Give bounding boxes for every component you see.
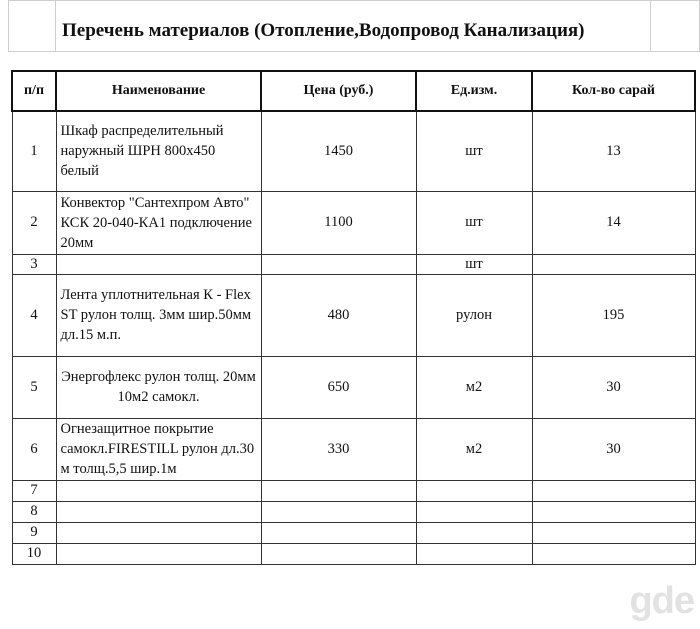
row-unit: шт	[416, 111, 532, 191]
row-name	[56, 501, 261, 522]
row-num: 2	[12, 191, 56, 254]
row-qty: 14	[532, 191, 695, 254]
materials-table	[11, 70, 696, 565]
title-grid-cell	[9, 1, 56, 52]
row-qty: 195	[532, 274, 695, 356]
row-price	[261, 522, 416, 543]
table-row	[12, 522, 695, 543]
row-unit: шт	[416, 254, 532, 274]
column-header-num: п/п	[12, 71, 56, 111]
row-num: 8	[12, 501, 56, 522]
row-name: Огнезащитное покрытие самокл.FIRESTILL рулон дл.30 м толщ.5,5 шир.1м	[56, 418, 261, 480]
row-num: 4	[12, 274, 56, 356]
row-unit: рулон	[416, 274, 532, 356]
table-row	[12, 274, 695, 356]
row-price	[261, 543, 416, 564]
row-qty: 13	[532, 111, 695, 191]
column-header-price: Цена (руб.)	[261, 71, 416, 111]
row-name	[56, 522, 261, 543]
row-unit	[416, 480, 532, 501]
table-row	[12, 191, 695, 254]
row-num: 1	[12, 111, 56, 191]
table-header-row	[12, 71, 695, 111]
row-price	[261, 501, 416, 522]
title-grid-cell	[651, 1, 700, 52]
row-unit: м2	[416, 418, 532, 480]
row-unit	[416, 522, 532, 543]
row-qty	[532, 501, 695, 522]
row-unit	[416, 543, 532, 564]
row-price: 1100	[261, 191, 416, 254]
row-unit	[416, 501, 532, 522]
row-name	[56, 543, 261, 564]
row-name: Шкаф распределительный наружный ШРН 800х450 белый	[56, 111, 261, 191]
row-name	[56, 480, 261, 501]
column-header-name: Наименование	[56, 71, 261, 111]
row-qty	[532, 254, 695, 274]
row-qty: 30	[532, 418, 695, 480]
row-price: 650	[261, 356, 416, 418]
page-title: Перечень материалов (Отопление,Водопровод Канализация)	[62, 20, 585, 41]
row-num: 5	[12, 356, 56, 418]
row-price: 330	[261, 418, 416, 480]
table-row	[12, 480, 695, 501]
row-unit: шт	[416, 191, 532, 254]
row-qty	[532, 543, 695, 564]
row-qty	[532, 522, 695, 543]
row-name	[56, 254, 261, 274]
row-name: Конвектор "Сантехпром Авто" КСК 20-040-КА1 подключение 20мм	[56, 191, 261, 254]
row-name: Лента уплотнительная К - Flex ST рулон толщ. 3мм шир.50мм дл.15 м.п.	[56, 274, 261, 356]
row-price: 1450	[261, 111, 416, 191]
row-name: Энергофлекс рулон толщ. 20мм 10м2 самокл.	[56, 356, 261, 418]
row-num: 9	[12, 522, 56, 543]
watermark-logo: gde	[629, 580, 694, 622]
row-price	[261, 254, 416, 274]
column-header-unit: Ед.изм.	[416, 71, 532, 111]
row-num: 6	[12, 418, 56, 480]
table-row	[12, 543, 695, 564]
row-num: 3	[12, 254, 56, 274]
table-row	[12, 111, 695, 191]
row-price	[261, 480, 416, 501]
row-price: 480	[261, 274, 416, 356]
row-unit: м2	[416, 356, 532, 418]
table-row	[12, 356, 695, 418]
row-qty	[532, 480, 695, 501]
row-num: 7	[12, 480, 56, 501]
row-num: 10	[12, 543, 56, 564]
column-header-qty: Кол-во сарай	[532, 71, 695, 111]
table-row	[12, 254, 695, 274]
table-row	[12, 501, 695, 522]
row-qty: 30	[532, 356, 695, 418]
table-row	[12, 418, 695, 480]
